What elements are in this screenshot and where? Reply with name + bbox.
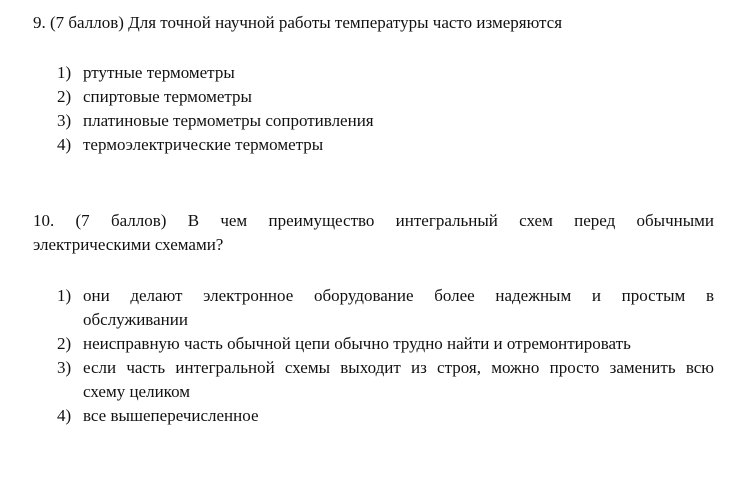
option-number: 4) — [57, 406, 72, 425]
option-text — [83, 356, 714, 404]
option-text-line-2: схему целиком — [83, 382, 191, 401]
q9-option-3 — [33, 109, 714, 133]
option-number: 2) — [57, 87, 72, 106]
option-number: 3) — [57, 111, 72, 130]
option-text: ртутные термометры — [83, 63, 235, 82]
option-text-line-1: если часть интегральной схемы выходит из строя, можно просто заменить всю — [83, 358, 714, 377]
q9-option-1 — [33, 61, 714, 85]
question-10-line-1: 10. (7 баллов) В чем преимущество интегральный схем перед обычными — [33, 211, 714, 230]
option-number: 2) — [57, 334, 72, 353]
question-10-options — [33, 284, 714, 428]
option-text: платиновые термометры сопротивления — [83, 111, 374, 130]
option-number: 4) — [57, 135, 72, 154]
option-text — [83, 284, 714, 332]
option-number: 1) — [57, 63, 72, 82]
q10-option-1 — [33, 284, 714, 332]
option-text: термоэлектрические термометры — [83, 135, 324, 154]
option-text: спиртовые термометры — [83, 87, 252, 106]
option-number: 1) — [57, 286, 72, 305]
option-text-line-2: обслуживании — [83, 310, 188, 329]
question-10-text — [33, 209, 714, 257]
option-number: 3) — [57, 358, 72, 377]
q10-option-3 — [33, 356, 714, 404]
q9-option-4 — [33, 133, 714, 157]
option-text-line-1: они делают электронное оборудование более надежным и простым в — [83, 286, 714, 305]
question-9-text: 9. (7 баллов) Для точной научной работы температуры часто измеряются — [33, 13, 563, 32]
q10-option-4 — [33, 404, 714, 428]
q10-option-2 — [33, 332, 714, 356]
question-9-options — [33, 61, 714, 157]
q9-option-2 — [33, 85, 714, 109]
option-text: все вышеперечисленное — [83, 406, 259, 425]
question-10-line-2: электрическими схемами? — [33, 235, 224, 254]
option-text: неисправную часть обычной цепи обычно трудно найти и отремонтировать — [83, 334, 631, 353]
